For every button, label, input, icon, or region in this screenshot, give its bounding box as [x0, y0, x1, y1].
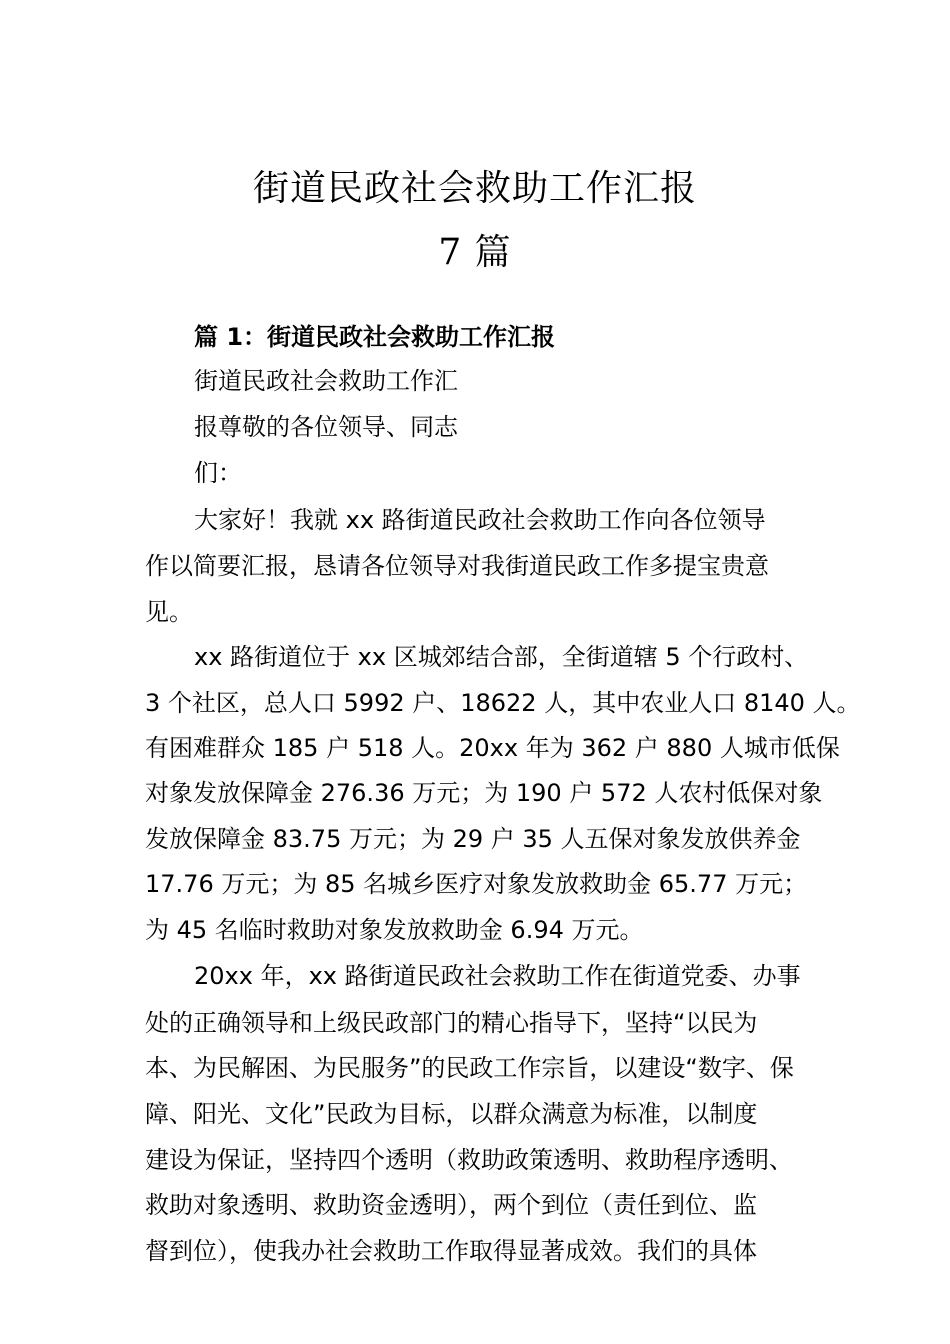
text-line: 作以简要汇报，恳请各位领导对我街道民政工作多提宝贵意 [145, 552, 769, 580]
text-line: 为 45 名临时救助对象发放救助金 6.94 万元。 [145, 916, 644, 944]
text-line: 17.76 万元；为 85 名城乡医疗对象发放救助金 65.77 万元； [145, 870, 808, 898]
text-line: 报尊敬的各位领导、同志 [194, 413, 458, 441]
text-line: 对象发放保障金 276.36 万元；为 190 户 572 人农村低保对象 [145, 779, 823, 807]
text-line: 街道民政社会救助工作汇 [194, 367, 458, 395]
section-heading: 篇 1：街道民政社会救助工作汇报 [194, 323, 556, 351]
text-line: 大家好！我就 xx 路街道民政社会救助工作向各位领导 [194, 506, 766, 534]
text-line: 见。 [145, 598, 193, 626]
text-line: 本、为民解困、为民服务”的民政工作宗旨，以建设“数字、保 [145, 1054, 794, 1082]
text-line: 发放保障金 83.75 万元；为 29 户 35 人五保对象发放供养金 [145, 825, 801, 853]
text-line: 20xx 年，xx 路街道民政社会救助工作在街道党委、办事 [194, 962, 801, 990]
text-line: 处的正确领导和上级民政部门的精心指导下，坚持“以民为 [145, 1009, 758, 1037]
document-title: 街道民政社会救助工作汇报 [252, 168, 697, 209]
text-line: 救助对象透明、救助资金透明），两个到位（责任到位、监 [145, 1191, 757, 1219]
document-subtitle: 7 篇 [438, 232, 512, 273]
text-line: 障、阳光、文化”民政为目标，以群众满意为标准，以制度 [145, 1100, 758, 1128]
text-line: 建设为保证，坚持四个透明（救助政策透明、救助程序透明、 [145, 1146, 793, 1174]
text-line: 督到位），使我办社会救助工作取得显著成效。我们的具体 [145, 1237, 757, 1265]
text-line: 3 个社区，总人口 5992 户、18622 人，其中农业人口 8140 人。 [145, 689, 861, 717]
text-line: 们： [194, 459, 242, 487]
text-line: 有困难群众 185 户 518 人。20xx 年为 362 户 880 人城市低保 [145, 734, 840, 762]
text-line: xx 路街道位于 xx 区城郊结合部，全街道辖 5 个行政村、 [194, 643, 809, 671]
